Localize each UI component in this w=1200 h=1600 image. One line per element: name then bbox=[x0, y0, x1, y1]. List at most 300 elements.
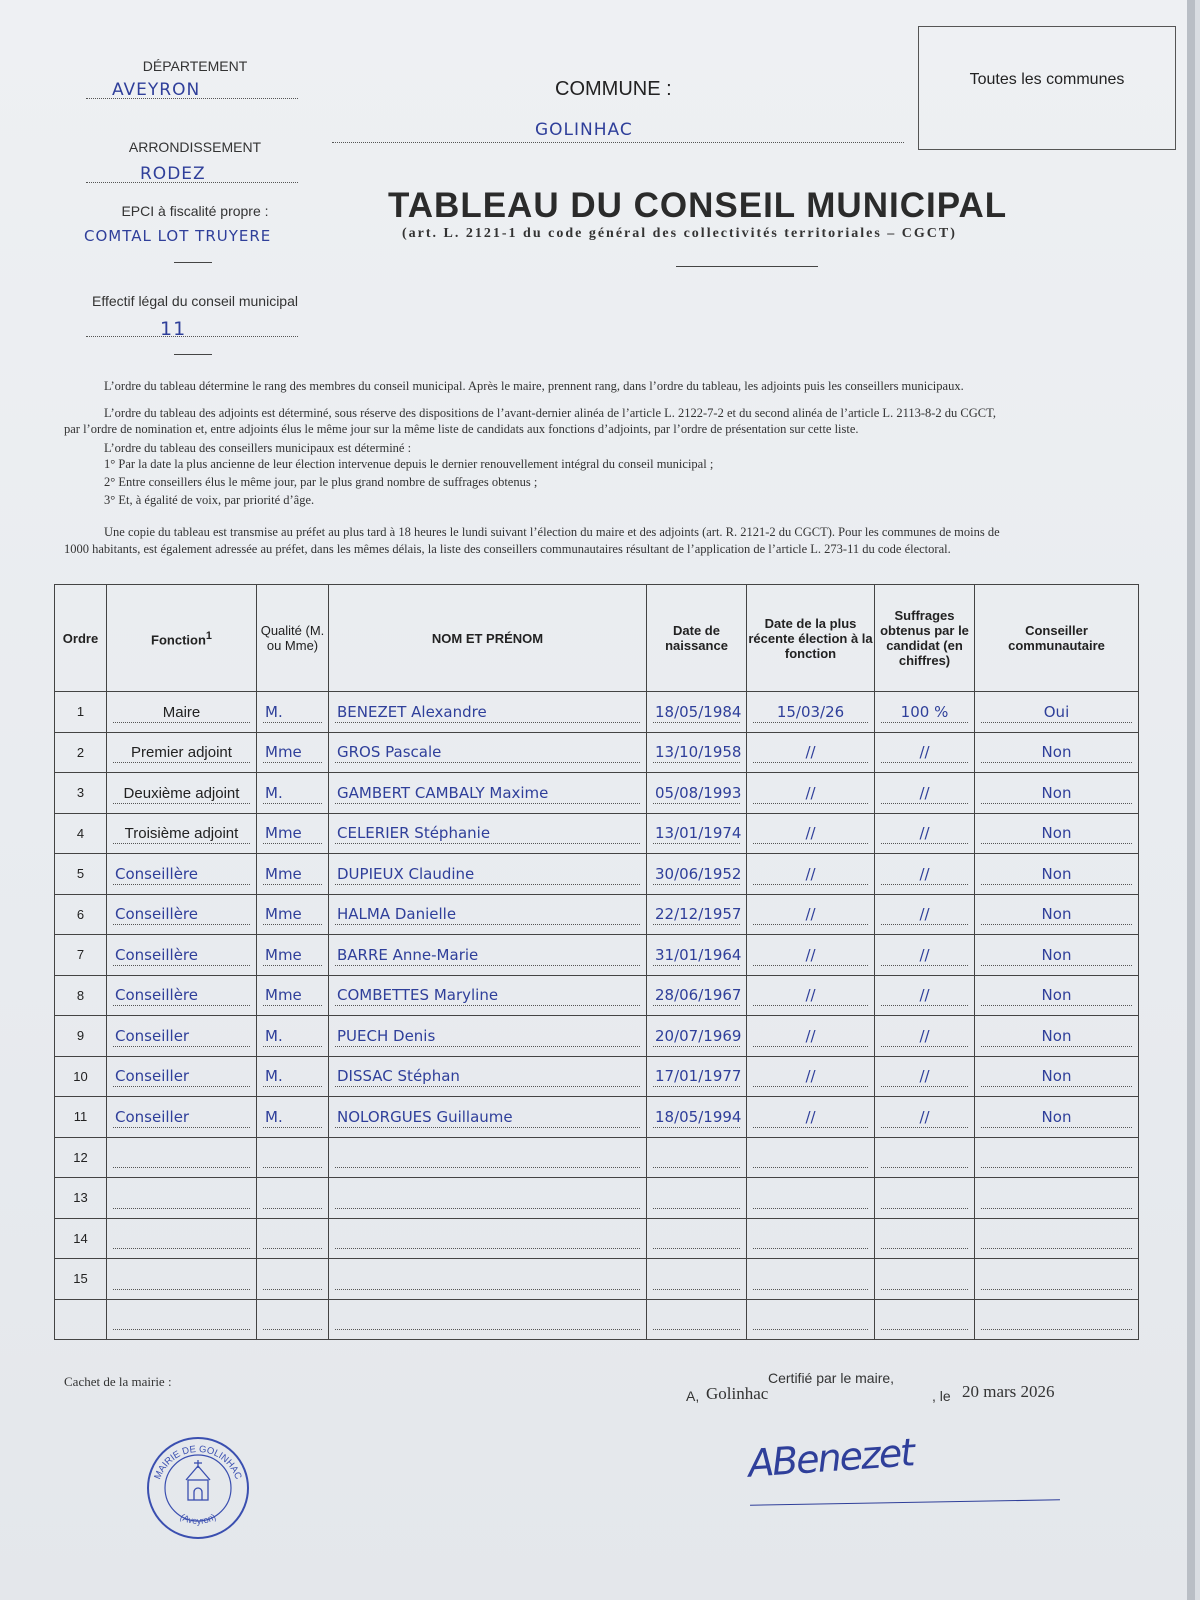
cell-communautaire bbox=[975, 935, 1139, 976]
qualite-value: M. bbox=[265, 1107, 283, 1126]
dotted-line bbox=[753, 1086, 868, 1087]
header-fonction bbox=[107, 585, 257, 692]
cell-naissance bbox=[647, 1299, 747, 1340]
cell-fonction bbox=[107, 854, 257, 895]
cell-nom bbox=[329, 894, 647, 935]
dotted-line bbox=[881, 1248, 968, 1249]
dotted-line bbox=[881, 965, 968, 966]
nom-value: CELERIER Stéphanie bbox=[337, 824, 491, 842]
cell-ordre: 8 bbox=[55, 975, 107, 1016]
departement-value: AVEYRON bbox=[112, 80, 201, 100]
cell-naissance bbox=[647, 813, 747, 854]
cell-nom bbox=[329, 813, 647, 854]
table-row bbox=[55, 692, 1139, 733]
communes-box bbox=[918, 26, 1176, 150]
header-election-label: Date de la plus récente élection à la fonction bbox=[748, 615, 873, 661]
table-row bbox=[55, 1299, 1139, 1340]
dotted-line bbox=[113, 1005, 250, 1006]
dotted-line bbox=[113, 1086, 250, 1087]
cell-fonction bbox=[107, 1259, 257, 1300]
dotted-line bbox=[653, 1248, 740, 1249]
cell-fonction bbox=[107, 1178, 257, 1219]
header-nom-label: NOM ET PRÉNOM bbox=[431, 630, 544, 646]
dotted-line bbox=[881, 722, 968, 723]
dotted-line bbox=[881, 1086, 968, 1087]
dotted-line bbox=[335, 965, 640, 966]
dotted-line bbox=[881, 1127, 968, 1128]
cell-qualite bbox=[257, 854, 329, 895]
election-value: // bbox=[805, 824, 816, 842]
dotted-line bbox=[113, 1208, 250, 1209]
dotted-line bbox=[113, 803, 250, 804]
cell-communautaire bbox=[975, 975, 1139, 1016]
intro-paragraph: L’ordre du tableau des conseillers municipaux est déterminé : bbox=[104, 441, 412, 455]
dotted-line bbox=[981, 1289, 1132, 1290]
dotted-line bbox=[113, 762, 250, 763]
table-row bbox=[55, 773, 1139, 814]
communautaire-value: Non bbox=[1041, 1107, 1072, 1126]
header-election bbox=[747, 585, 875, 692]
dotted-line bbox=[113, 1329, 250, 1330]
commune-label: COMMUNE : bbox=[555, 78, 672, 100]
suffrages-value: // bbox=[919, 864, 930, 883]
dotted-line bbox=[332, 142, 904, 143]
fonction-value: Conseillère bbox=[115, 864, 198, 883]
cell-election bbox=[747, 732, 875, 773]
cell-communautaire bbox=[975, 813, 1139, 854]
dotted-line bbox=[881, 762, 968, 763]
cell-fonction bbox=[107, 935, 257, 976]
cell-fonction bbox=[107, 1097, 257, 1138]
communautaire-value: Non bbox=[1041, 743, 1072, 761]
nom-value: PUECH Denis bbox=[337, 1026, 436, 1045]
dotted-line bbox=[653, 1046, 740, 1047]
dotted-line bbox=[653, 965, 740, 966]
table-row bbox=[55, 1218, 1139, 1259]
header-fonction-label: Fonction bbox=[151, 632, 206, 648]
table-body bbox=[55, 692, 1139, 1340]
dotted-line bbox=[263, 924, 322, 925]
cell-communautaire bbox=[975, 1178, 1139, 1219]
nom-value: GROS Pascale bbox=[337, 743, 442, 761]
table-row bbox=[55, 1016, 1139, 1057]
table-row bbox=[55, 1097, 1139, 1138]
cell-naissance bbox=[647, 1218, 747, 1259]
cell-nom bbox=[329, 1299, 647, 1340]
dotted-line bbox=[753, 762, 868, 763]
dotted-line bbox=[881, 1329, 968, 1330]
election-value: // bbox=[805, 864, 816, 883]
page-subtitle: (art. L. 2121-1 du code général des collectivités territoriales – CGCT) bbox=[402, 226, 957, 241]
naissance-value: 13/10/1958 bbox=[655, 743, 742, 761]
dotted-line bbox=[981, 722, 1132, 723]
qualite-value: Mme bbox=[265, 743, 302, 761]
qualite-value: M. bbox=[265, 1067, 283, 1085]
cell-naissance bbox=[647, 692, 747, 733]
cell-naissance bbox=[647, 732, 747, 773]
dotted-line bbox=[335, 1289, 640, 1290]
dotted-line bbox=[881, 843, 968, 844]
signature-text: ABenezet bbox=[746, 1430, 915, 1486]
dotted-line bbox=[881, 924, 968, 925]
cell-communautaire bbox=[975, 1137, 1139, 1178]
cell-ordre: 11 bbox=[55, 1097, 107, 1138]
fonction-value: Conseillère bbox=[115, 986, 198, 1004]
suffrages-value: // bbox=[919, 783, 930, 802]
cell-suffrages bbox=[875, 1097, 975, 1138]
intro-paragraph: L’ordre du tableau détermine le rang des membres du conseil municipal. Après le maire, prennent rang, dans l’ordre du tableau, les adjoints puis les conseillers municipaux. bbox=[104, 379, 964, 393]
nom-value: HALMA Danielle bbox=[337, 905, 457, 923]
election-value: 15/03/26 bbox=[776, 702, 845, 721]
cell-suffrages bbox=[875, 975, 975, 1016]
cell-nom bbox=[329, 1218, 647, 1259]
fonction-value: Conseiller bbox=[115, 1107, 190, 1126]
dotted-line bbox=[753, 1167, 868, 1168]
footnote-marker: 1 bbox=[205, 629, 212, 642]
intro-list-item: 1° Par la date la plus ancienne de leur élection intervenue depuis le dernier renouvellement intégral du conseil municipal ; bbox=[104, 457, 714, 471]
cell-suffrages bbox=[875, 1178, 975, 1219]
election-value: // bbox=[805, 783, 816, 802]
cell-suffrages bbox=[875, 1259, 975, 1300]
nom-value: GAMBERT CAMBALY Maxime bbox=[337, 783, 549, 802]
suffrages-value: // bbox=[919, 1067, 930, 1085]
nom-value: COMBETTES Maryline bbox=[337, 986, 499, 1004]
cell-election bbox=[747, 773, 875, 814]
table-row bbox=[55, 975, 1139, 1016]
dotted-line bbox=[653, 843, 740, 844]
dotted-line bbox=[86, 98, 298, 99]
dotted-line bbox=[335, 1127, 640, 1128]
dotted-line bbox=[981, 1329, 1132, 1330]
election-value: // bbox=[805, 1107, 816, 1126]
cell-qualite bbox=[257, 894, 329, 935]
communautaire-value: Non bbox=[1041, 1067, 1072, 1085]
page-title: TABLEAU DU CONSEIL MUNICIPAL bbox=[388, 186, 1008, 225]
cell-communautaire bbox=[975, 1259, 1139, 1300]
fonction-value: Deuxième adjoint bbox=[123, 784, 240, 802]
cell-nom bbox=[329, 732, 647, 773]
nom-value: DISSAC Stéphan bbox=[337, 1067, 460, 1085]
communautaire-value: Non bbox=[1041, 986, 1072, 1004]
cell-naissance bbox=[647, 773, 747, 814]
dotted-line bbox=[981, 1248, 1132, 1249]
cell-suffrages bbox=[875, 692, 975, 733]
cell-nom bbox=[329, 935, 647, 976]
dotted-line bbox=[981, 965, 1132, 966]
dotted-line bbox=[335, 803, 640, 804]
cell-nom bbox=[329, 1137, 647, 1178]
cell-fonction bbox=[107, 1056, 257, 1097]
intro-list-item: 3° Et, à égalité de voix, par priorité d’âge. bbox=[104, 493, 315, 507]
fonction-value: Conseiller bbox=[115, 1067, 190, 1085]
dotted-line bbox=[335, 924, 640, 925]
cell-suffrages bbox=[875, 935, 975, 976]
dotted-line bbox=[263, 1167, 322, 1168]
dotted-line bbox=[113, 884, 250, 885]
dotted-line bbox=[753, 1289, 868, 1290]
naissance-value: 30/06/1952 bbox=[655, 864, 742, 883]
cell-suffrages bbox=[875, 854, 975, 895]
dotted-line bbox=[335, 1005, 640, 1006]
departement-label: DÉPARTEMENT bbox=[142, 58, 248, 74]
intro-paragraph: 1000 habitants, est également adressée au préfet, dans les mêmes délais, la liste des conseillers communautaires résultant de l’application de l’article L. 273-11 du code électoral. bbox=[64, 542, 951, 556]
nom-value: DUPIEUX Claudine bbox=[337, 864, 475, 883]
fonction-value: Premier adjoint bbox=[131, 744, 232, 761]
dotted-line bbox=[335, 843, 640, 844]
cell-naissance bbox=[647, 894, 747, 935]
cell-nom bbox=[329, 1259, 647, 1300]
signature-underline bbox=[750, 1499, 1060, 1505]
title-underline bbox=[676, 266, 818, 267]
date-prefix: , le bbox=[932, 1388, 951, 1404]
dotted-line bbox=[881, 1167, 968, 1168]
cell-communautaire bbox=[975, 773, 1139, 814]
dotted-line bbox=[753, 1046, 868, 1047]
mayor-signature bbox=[746, 1430, 915, 1486]
dotted-line bbox=[113, 1046, 250, 1047]
dotted-line bbox=[263, 1329, 322, 1330]
table-row bbox=[55, 894, 1139, 935]
cell-nom bbox=[329, 854, 647, 895]
cell-election bbox=[747, 854, 875, 895]
naissance-value: 20/07/1969 bbox=[655, 1026, 742, 1045]
cell-qualite bbox=[257, 1056, 329, 1097]
intro-list-item: 2° Entre conseillers élus le même jour, par le plus grand nombre de suffrages obtenus ; bbox=[104, 475, 538, 489]
dotted-line bbox=[113, 1248, 250, 1249]
dotted-line bbox=[263, 884, 322, 885]
cell-suffrages bbox=[875, 773, 975, 814]
dotted-line bbox=[653, 1127, 740, 1128]
cell-nom bbox=[329, 773, 647, 814]
commune-value: GOLINHAC bbox=[535, 120, 633, 140]
nom-value: NOLORGUES Guillaume bbox=[337, 1107, 513, 1126]
dotted-line bbox=[263, 803, 322, 804]
dotted-line bbox=[981, 1086, 1132, 1087]
cell-ordre: 6 bbox=[55, 894, 107, 935]
cell-qualite bbox=[257, 773, 329, 814]
dotted-line bbox=[335, 1167, 640, 1168]
certifie-label: Certifié par le maire, bbox=[768, 1370, 895, 1386]
cell-communautaire bbox=[975, 854, 1139, 895]
qualite-value: M. bbox=[265, 702, 283, 721]
cell-communautaire bbox=[975, 1299, 1139, 1340]
dotted-line bbox=[653, 762, 740, 763]
cell-nom bbox=[329, 1097, 647, 1138]
cell-ordre: 10 bbox=[55, 1056, 107, 1097]
dotted-line bbox=[86, 336, 298, 337]
suffrages-value: // bbox=[919, 1107, 930, 1126]
suffrages-value: // bbox=[919, 1026, 930, 1045]
dotted-line bbox=[263, 1289, 322, 1290]
dotted-line bbox=[753, 1329, 868, 1330]
cell-qualite bbox=[257, 732, 329, 773]
dotted-line bbox=[263, 1127, 322, 1128]
dotted-line bbox=[335, 1046, 640, 1047]
dotted-line bbox=[653, 1208, 740, 1209]
cell-ordre: 4 bbox=[55, 813, 107, 854]
cell-suffrages bbox=[875, 732, 975, 773]
header-naissance-label: Date de naissance bbox=[665, 623, 728, 653]
dotted-line bbox=[881, 1005, 968, 1006]
dotted-line bbox=[981, 762, 1132, 763]
cell-suffrages bbox=[875, 1299, 975, 1340]
table-row bbox=[55, 732, 1139, 773]
dotted-line bbox=[981, 1005, 1132, 1006]
cell-naissance bbox=[647, 1097, 747, 1138]
naissance-value: 18/05/1994 bbox=[655, 1107, 742, 1126]
mairie-stamp bbox=[146, 1436, 250, 1540]
cell-naissance bbox=[647, 1259, 747, 1300]
intro-paragraph: L’ordre du tableau des adjoints est déterminé, sous réserve des dispositions de l’avant-dernier alinéa de l’article L. 2122-7-2 et du second alinéa de l’article L. 2113-8-2 du CGCT, bbox=[104, 406, 996, 420]
cell-election bbox=[747, 1137, 875, 1178]
cell-ordre: 15 bbox=[55, 1259, 107, 1300]
cell-naissance bbox=[647, 854, 747, 895]
cell-nom bbox=[329, 1016, 647, 1057]
cell-communautaire bbox=[975, 1218, 1139, 1259]
dotted-line bbox=[263, 1248, 322, 1249]
cell-election bbox=[747, 935, 875, 976]
arrondissement-label: ARRONDISSEMENT bbox=[128, 139, 262, 155]
cell-fonction bbox=[107, 773, 257, 814]
cell-fonction bbox=[107, 732, 257, 773]
cell-ordre: 7 bbox=[55, 935, 107, 976]
dotted-line bbox=[981, 803, 1132, 804]
dotted-line bbox=[653, 1086, 740, 1087]
communautaire-value: Non bbox=[1041, 905, 1072, 923]
cell-naissance bbox=[647, 975, 747, 1016]
box-text: Toutes les communes bbox=[969, 71, 1125, 88]
dotted-line bbox=[335, 762, 640, 763]
naissance-value: 28/06/1967 bbox=[655, 986, 742, 1004]
dotted-line bbox=[753, 1005, 868, 1006]
cell-qualite bbox=[257, 1016, 329, 1057]
table-row bbox=[55, 813, 1139, 854]
header-suffrages-label: Suffrages obtenus par le candidat (en chiffres) bbox=[880, 608, 969, 668]
cell-fonction bbox=[107, 1137, 257, 1178]
cell-election bbox=[747, 1178, 875, 1219]
naissance-value: 05/08/1993 bbox=[655, 783, 742, 802]
fonction-value: Conseillère bbox=[115, 945, 198, 964]
communautaire-value: Non bbox=[1041, 1026, 1072, 1045]
dotted-line bbox=[753, 843, 868, 844]
dotted-line bbox=[981, 1127, 1132, 1128]
header-naissance bbox=[647, 585, 747, 692]
qualite-value: Mme bbox=[265, 824, 302, 842]
cell-fonction bbox=[107, 813, 257, 854]
nom-value: BENEZET Alexandre bbox=[337, 702, 487, 721]
suffrages-value: // bbox=[919, 945, 930, 964]
cell-ordre: 1 bbox=[55, 692, 107, 733]
naissance-value: 22/12/1957 bbox=[655, 905, 742, 923]
cell-ordre: 12 bbox=[55, 1137, 107, 1178]
cell-election bbox=[747, 1299, 875, 1340]
dotted-line bbox=[335, 722, 640, 723]
qualite-value: Mme bbox=[265, 945, 302, 964]
qualite-value: Mme bbox=[265, 905, 302, 923]
place-prefix: A, bbox=[686, 1388, 700, 1404]
naissance-value: 17/01/1977 bbox=[655, 1067, 742, 1085]
cell-suffrages bbox=[875, 1056, 975, 1097]
nom-value: BARRE Anne-Marie bbox=[337, 945, 479, 964]
cell-suffrages bbox=[875, 894, 975, 935]
header-communautaire-label: Conseiller communautaire bbox=[1008, 623, 1105, 653]
cell-naissance bbox=[647, 1056, 747, 1097]
dotted-line bbox=[113, 1127, 250, 1128]
effectif-value: 11 bbox=[160, 318, 187, 340]
cell-qualite bbox=[257, 1178, 329, 1219]
dotted-line bbox=[335, 1329, 640, 1330]
dotted-line bbox=[753, 1248, 868, 1249]
qualite-value: Mme bbox=[265, 986, 302, 1004]
dotted-line bbox=[981, 1046, 1132, 1047]
cell-communautaire bbox=[975, 1056, 1139, 1097]
dotted-line bbox=[653, 1329, 740, 1330]
cell-nom bbox=[329, 1056, 647, 1097]
dotted-line bbox=[881, 1208, 968, 1209]
dotted-line bbox=[981, 1167, 1132, 1168]
date-value: 20 mars 2026 bbox=[962, 1382, 1055, 1401]
dotted-line bbox=[113, 965, 250, 966]
election-value: // bbox=[805, 986, 816, 1004]
qualite-value: M. bbox=[265, 783, 283, 802]
dotted-line bbox=[653, 1167, 740, 1168]
cell-fonction bbox=[107, 975, 257, 1016]
cell-nom bbox=[329, 1178, 647, 1219]
table-row bbox=[55, 1137, 1139, 1178]
table-row bbox=[55, 854, 1139, 895]
dotted-line bbox=[653, 884, 740, 885]
naissance-value: 18/05/1984 bbox=[655, 702, 742, 721]
suffrages-value: // bbox=[919, 743, 930, 761]
cell-election bbox=[747, 975, 875, 1016]
header-ordre-label: Ordre bbox=[62, 630, 99, 646]
dotted-line bbox=[981, 1208, 1132, 1209]
communautaire-value: Non bbox=[1041, 864, 1072, 883]
cell-nom bbox=[329, 975, 647, 1016]
table-header-row bbox=[55, 585, 1139, 692]
cell-suffrages bbox=[875, 1137, 975, 1178]
table-row bbox=[55, 1178, 1139, 1219]
cell-naissance bbox=[647, 1016, 747, 1057]
cell-fonction bbox=[107, 1016, 257, 1057]
table-row bbox=[55, 1259, 1139, 1300]
suffrages-value: // bbox=[919, 986, 930, 1004]
cell-election bbox=[747, 1218, 875, 1259]
dotted-line bbox=[881, 1046, 968, 1047]
header-qualite-label: Qualité (M. ou Mme) bbox=[260, 623, 325, 653]
suffrages-value: // bbox=[919, 824, 930, 842]
cell-qualite bbox=[257, 975, 329, 1016]
cell-ordre: 13 bbox=[55, 1178, 107, 1219]
cell-election bbox=[747, 813, 875, 854]
cell-naissance bbox=[647, 1137, 747, 1178]
stamp-text: MAIRIE DE GOLINHAC bbox=[152, 1443, 244, 1482]
suffrages-value: // bbox=[919, 905, 930, 923]
dotted-line bbox=[263, 965, 322, 966]
suffrages-value: 100 % bbox=[900, 702, 949, 721]
cell-qualite bbox=[257, 1137, 329, 1178]
cell-naissance bbox=[647, 935, 747, 976]
dotted-line bbox=[981, 924, 1132, 925]
dotted-line bbox=[881, 803, 968, 804]
qualite-value: M. bbox=[265, 1026, 283, 1045]
header-ordre bbox=[55, 585, 107, 692]
epci-value: COMTAL LOT TRUYERE bbox=[84, 227, 272, 245]
cell-communautaire bbox=[975, 692, 1139, 733]
header-communautaire bbox=[975, 585, 1139, 692]
cachet-label: Cachet de la mairie : bbox=[64, 1374, 172, 1389]
intro-paragraph: Une copie du tableau est transmise au préfet au plus tard à 18 heures le lundi suivant l’élection du maire et des adjoints (art. R. 2121-2 du CGCT). Pour les communes de moins de bbox=[104, 525, 1000, 539]
